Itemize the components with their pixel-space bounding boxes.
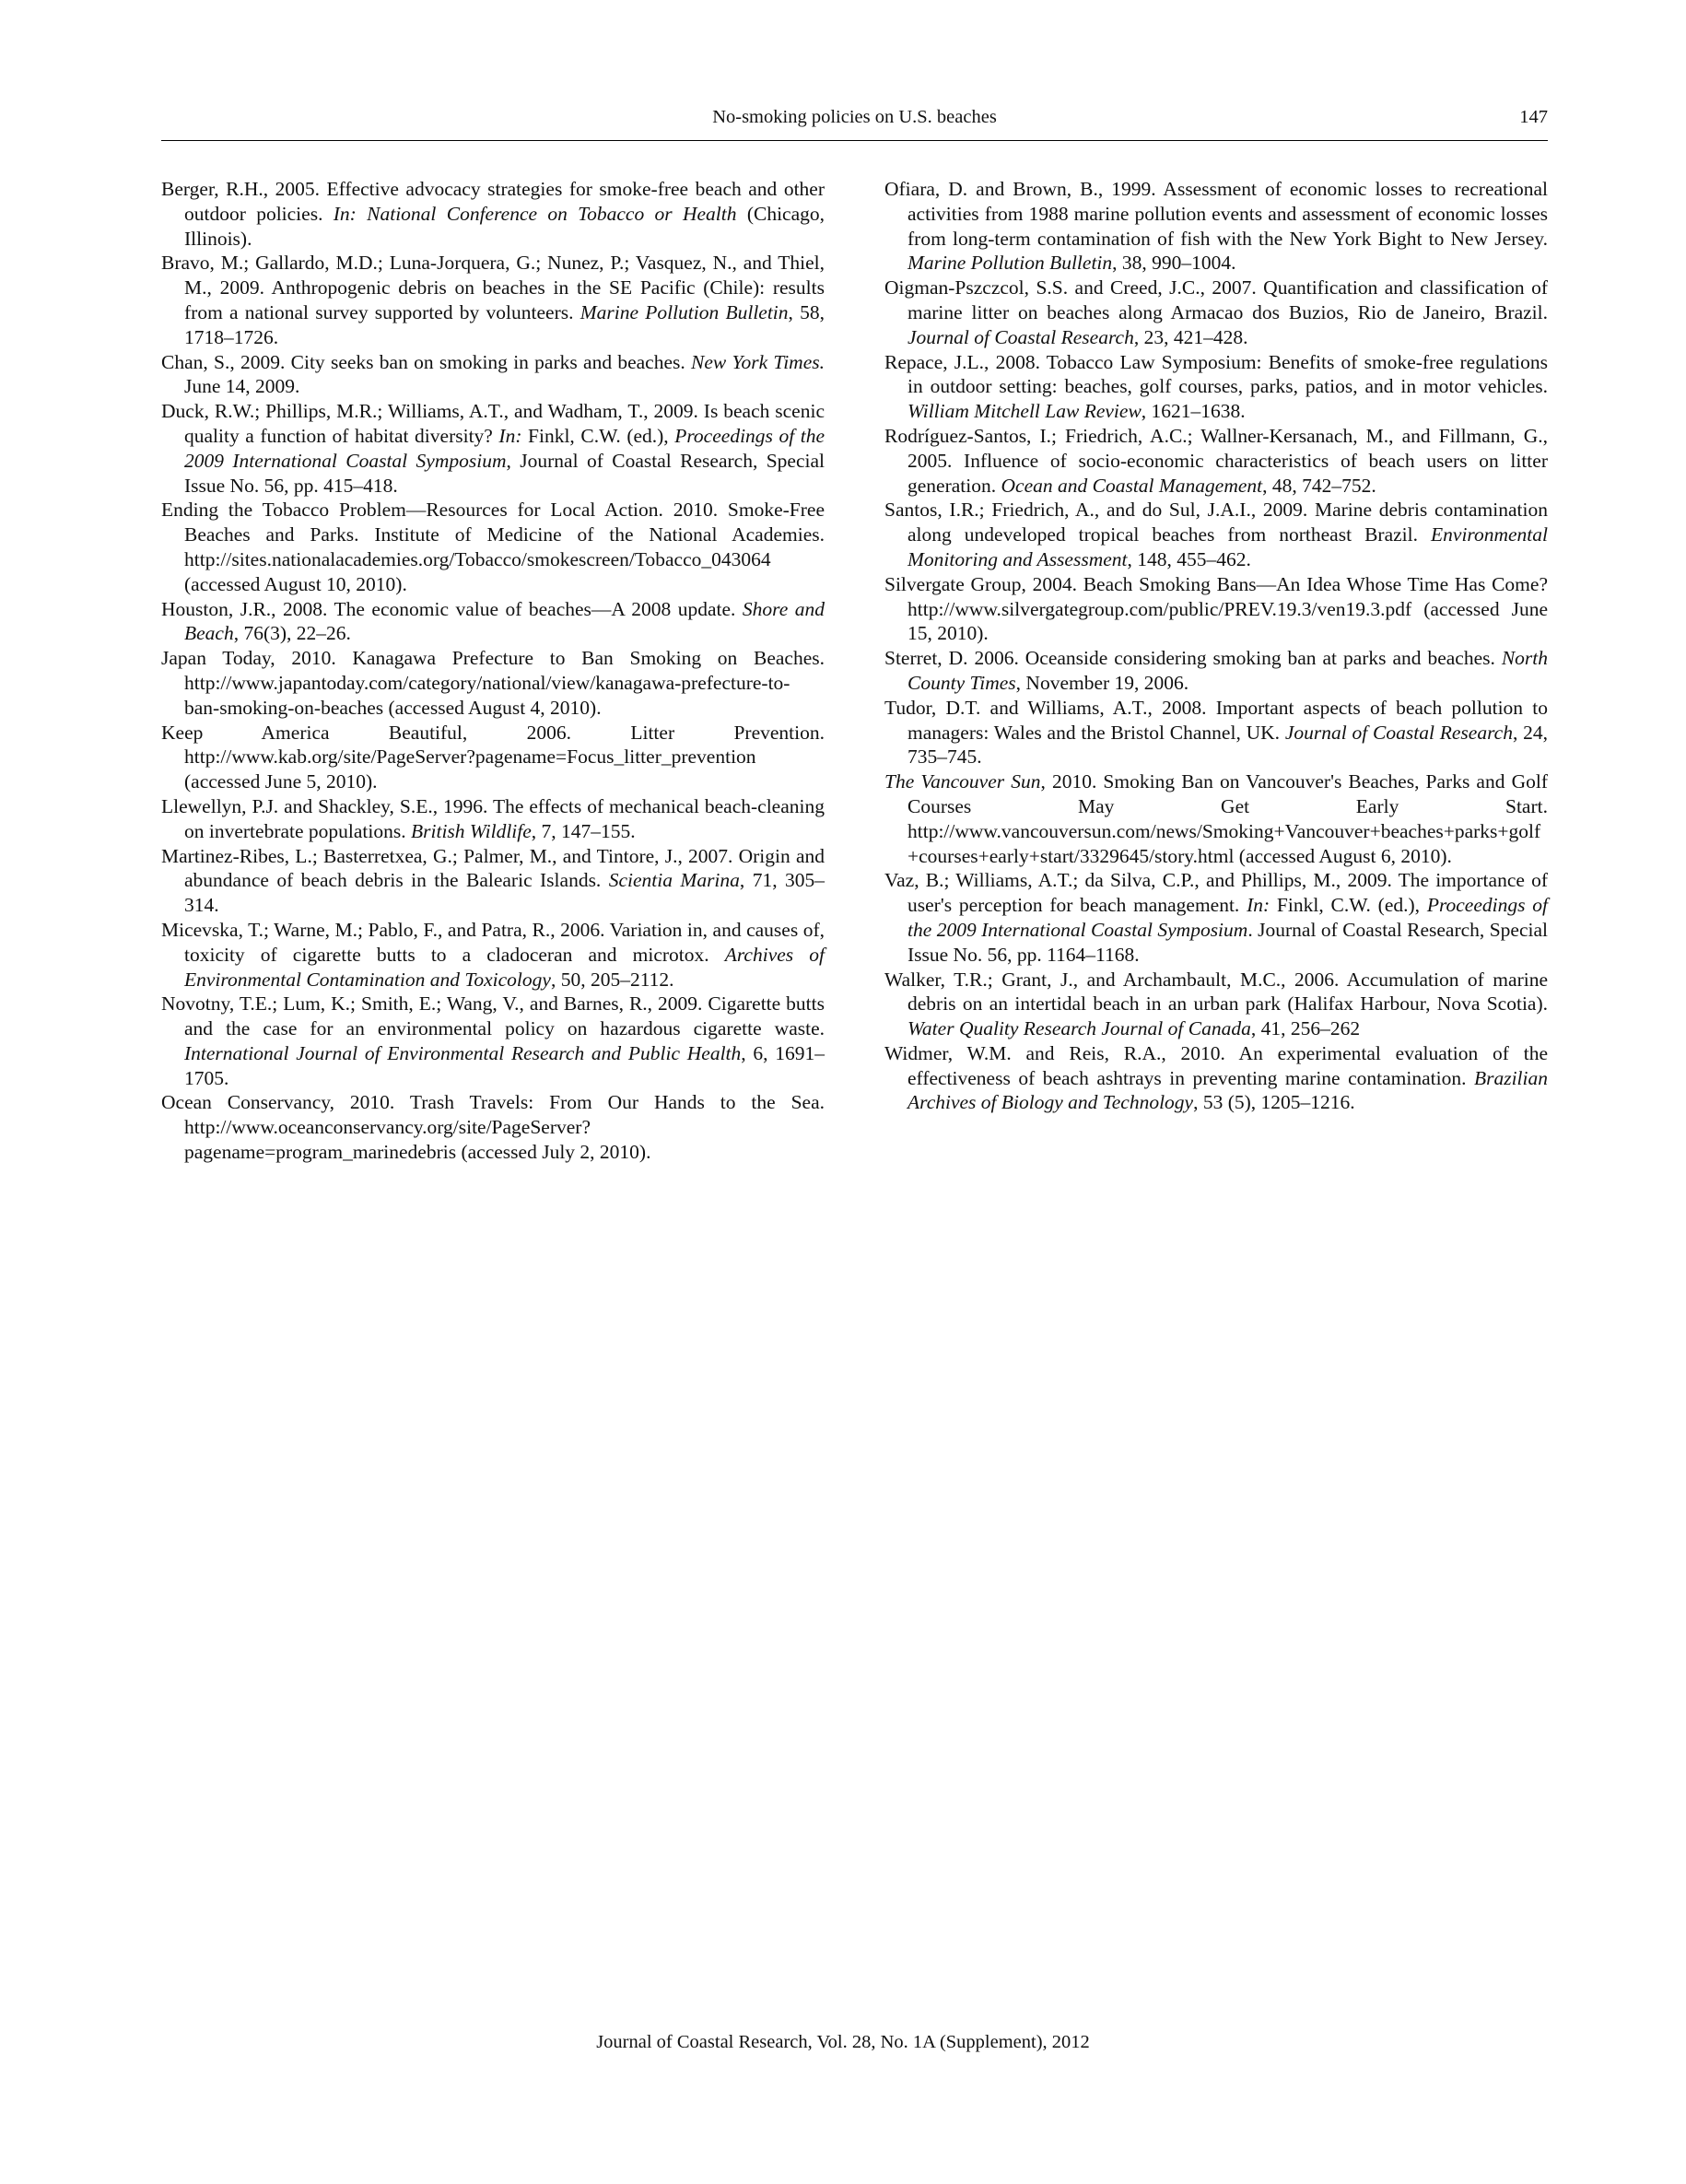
reference-entry: Martinez-Ribes, L.; Basterretxea, G.; Palmer, M., and Tintore, J., 2007. Origin and abundance of beach debris in the Balearic Islands. Scientia Marina, 71, 305–314. (161, 844, 825, 917)
references-left-column (161, 177, 825, 1165)
reference-entry: Santos, I.R.; Friedrich, A., and do Sul, J.A.I., 2009. Marine debris contamination along undeveloped tropical beaches from northeast Brazil. Environmental Monitoring and Assessment, 148, 455–462. (884, 499, 1548, 570)
reference-entry: Ending the Tobacco Problem—Resources for Local Action. 2010. Smoke-Free Beaches and Parks. Institute of Medicine of the National Academies. http://sites.nationalacademies.org/Tobacco/smokescreen/Tobacco_043064 (accessed August 10, 2010). (161, 499, 825, 595)
reference-entry: Widmer, W.M. and Reis, R.A., 2010. An experimental evaluation of the effectiveness of beach ashtrays in preventing marine contamination. Brazilian Archives of Biology and Technology, 53 (5), 1205–1216. (884, 1041, 1548, 1114)
reference-entry: Silvergate Group, 2004. Beach Smoking Bans—An Idea Whose Time Has Come? http://www.silvergategroup.com/public/PREV.19.3/ven19.3.pdf (accessed June 15, 2010). (884, 572, 1548, 645)
reference-entry: Japan Today, 2010. Kanagawa Prefecture to Ban Smoking on Beaches. http://www.japantoday.com/category/national/view/kanagawa-prefecture-to-ban-smoking-on-beaches (accessed August 4, 2010). (161, 647, 825, 719)
reference-entry: Tudor, D.T. and Williams, A.T., 2008. Important aspects of beach pollution to managers: Wales and the Bristol Channel, UK. Journal of Coastal Research, 24, 735–745. (884, 696, 1548, 769)
reference-entry: Oigman-Pszczcol, S.S. and Creed, J.C., 2007. Quantification and classification of marine litter on beaches along Armacao dos Buzios, Rio de Janeiro, Brazil. Journal of Coastal Research, 23, 421–428. (884, 276, 1548, 348)
reference-entry: Micevska, T.; Warne, M.; Pablo, F., and Patra, R., 2006. Variation in, and causes of, toxicity of cigarette butts to a cladoceran and microtox. Archives of Environmental Contamination and Toxicology, 50, 205–2112. (161, 918, 825, 991)
running-header (161, 103, 1548, 141)
reference-entry: Bravo, M.; Gallardo, M.D.; Luna-Jorquera, G.; Nunez, P.; Vasquez, N., and Thiel, M., 2009. Anthropogenic debris on beaches in the SE Pacific (Chile): results from a national survey supported by volunteers. Marine Pollution Bulletin, 58, 1718–1726. (161, 252, 825, 348)
reference-entry: Keep America Beautiful, 2006. Litter Prevention. http://www.kab.org/site/PageServer?pagename=Focus_litter_prevention (accessed June 5, 2010). (161, 721, 825, 793)
reference-entry: Ofiara, D. and Brown, B., 1999. Assessment of economic losses to recreational activities from 1988 marine pollution events and assessment of economic losses from long-term contamination of fish with the New York Bight to New Jersey. Marine Pollution Bulletin, 38, 990–1004. (884, 178, 1548, 275)
reference-entry: Walker, T.R.; Grant, J., and Archambault, M.C., 2006. Accumulation of marine debris on an intertidal beach in an urban park (Halifax Harbour, Nova Scotia). Water Quality Research Journal of Canada, 41, 256–262 (884, 968, 1548, 1040)
reference-entry: Repace, J.L., 2008. Tobacco Law Symposium: Benefits of smoke-free regulations in outdoor setting: beaches, golf courses, parks, patios, and in motor vehicles. William Mitchell Law Review, 1621–1638. (884, 350, 1548, 423)
reference-entry: Rodríguez-Santos, I.; Friedrich, A.C.; Wallner-Kersanach, M., and Fillmann, G., 2005. Influence of socio-economic characteristics of beach users on litter generation. Ocean and Coastal Management, 48, 742–752. (884, 424, 1548, 497)
reference-entry: Berger, R.H., 2005. Effective advocacy strategies for smoke-free beach and other outdoor policies. In: National Conference on Tobacco or Health (Chicago, Illinois). (161, 178, 825, 250)
reference-entry: Houston, J.R., 2008. The economic value of beaches—A 2008 update. Shore and Beach, 76(3), 22–26. (161, 597, 825, 645)
reference-entry: The Vancouver Sun, 2010. Smoking Ban on Vancouver's Beaches, Parks and Golf Courses May Get Early Start. http://www.vancouversun.com/news/Smoking+Vancouver+beaches+parks+golf+courses+early+start/3329645/story.html (accessed August 6, 2010). (884, 770, 1548, 867)
references-right-column (884, 177, 1548, 1115)
reference-entry: Llewellyn, P.J. and Shackley, S.E., 1996. The effects of mechanical beach-cleaning on invertebrate populations. British Wildlife, 7, 147–155. (161, 794, 825, 842)
journal-footer: Journal of Coastal Research, Vol. 28, No. 1A (Supplement), 2012 (596, 2032, 1090, 2052)
reference-entry: Ocean Conservancy, 2010. Trash Travels: From Our Hands to the Sea. http://www.oceanconservancy.org/site/PageServer?pagename=program_marinedebris (accessed July 2, 2010). (161, 1091, 825, 1164)
reference-entry: Duck, R.W.; Phillips, M.R.; Williams, A.T., and Wadham, T., 2009. Is beach scenic quality a function of habitat diversity? In: Finkl, C.W. (ed.), Proceedings of the 2009 International Coastal Symposium, Journal of Coastal Research, Special Issue No. 56, pp. 415–418. (161, 400, 825, 497)
reference-entry: Novotny, T.E.; Lum, K.; Smith, E.; Wang, V., and Barnes, R., 2009. Cigarette butts and the case for an environmental policy on hazardous cigarette waste. International Journal of Environmental Research and Public Health, 6, 1691–1705. (161, 992, 825, 1089)
reference-entry: Chan, S., 2009. City seeks ban on smoking in parks and beaches. New York Times. June 14, 2009. (161, 350, 825, 398)
page-number: 147 (1519, 107, 1548, 127)
reference-entry: Vaz, B.; Williams, A.T.; da Silva, C.P., and Phillips, M., 2009. The importance of user's perception for beach management. In: Finkl, C.W. (ed.), Proceedings of the 2009 International Coastal Symposium. Journal of Coastal Research, Special Issue No. 56, pp. 1164–1168. (884, 869, 1548, 966)
running-title: No-smoking policies on U.S. beaches (712, 107, 997, 127)
reference-entry: Sterret, D. 2006. Oceanside considering smoking ban at parks and beaches. North County Times, November 19, 2006. (884, 647, 1548, 694)
